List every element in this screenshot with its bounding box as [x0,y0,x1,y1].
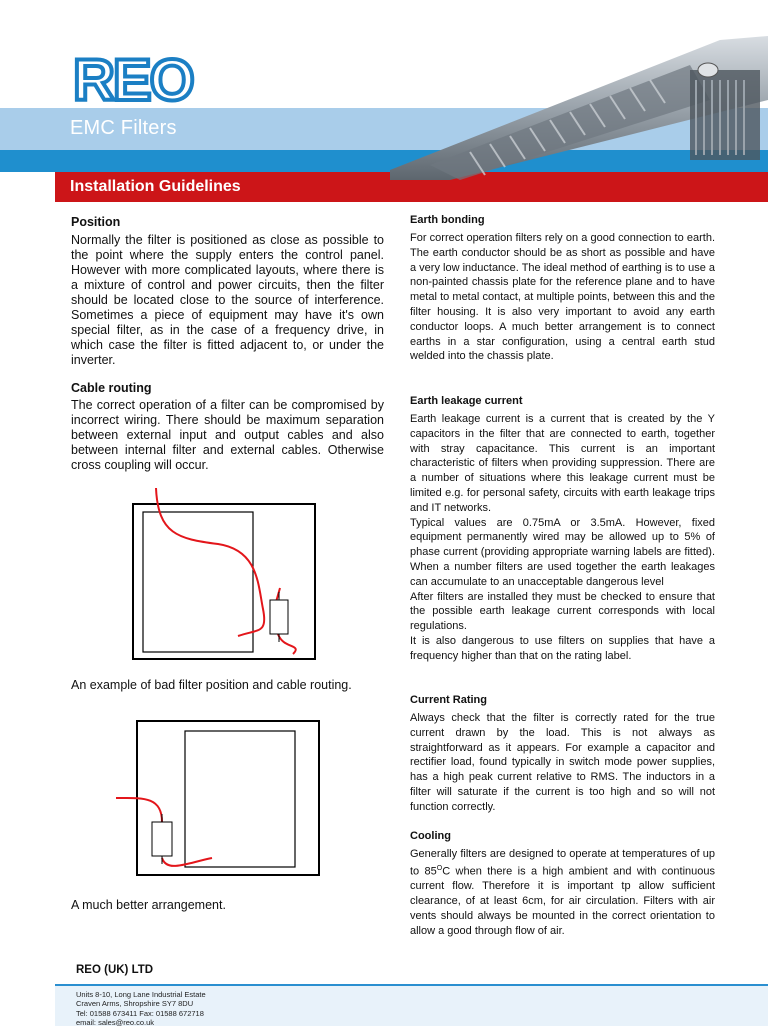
filter-product-image [390,30,768,180]
earth-leakage-p4: It is also dangerous to use filters on supplies that have a frequency higher than that on the rating label. [410,634,715,662]
cooling-heading: Cooling [410,830,451,842]
address-line-3: Tel: 01588 673411 Fax: 01588 672718 [76,1008,204,1018]
logo-text: REO [73,52,193,106]
earth-bonding-heading: Earth bonding [410,214,485,226]
earth-leakage-heading: Earth leakage current [410,395,523,407]
address-line-1: Units 8-10, Long Lane Industrial Estate [76,990,206,999]
position-heading: Position [71,215,121,229]
good-arrangement-diagram [112,718,322,878]
earth-leakage-p1: Earth leakage current is a current that is created by the Y capacitors in the filter that are connected to earth, together with stray capacitance. This current is an important characteristic of filters when providing suppression. There are a number of situations where this leakage current must be limited e.g. for personal safety, circuits with earth leakage trips and IT networks. [410,413,715,514]
caption-good: A much better arrangement. [71,898,226,912]
cooling-body-pre: Generally filters are designed to operate at temperatures of up to 85 [410,848,715,878]
cooling-degree-sup: O [436,864,443,872]
earth-leakage-body [410,412,715,664]
earth-bonding-body: For correct operation filters rely on a good connection to earth. The earth conductor should be as short as possible and have a very low inductance. The ideal method of earthing is to use a non-painted chassis plate for the reference plane and to have metal to metal contact, at multiple points, between this and the filter housing. It is also very important to avoid any earth conductor loops. A much better arrangement is to connect earths in a star configuration, using a central earth stud welded into the chassis plate. [410,232,715,363]
page-title: Installation Guidelines [70,178,241,195]
address-line-4: email: sales@reo.co.uk [76,1018,155,1028]
brand-tagline: EMC Filters [70,117,177,139]
bad-arrangement-diagram [118,484,328,664]
address-line-2: Craven Arms, Shropshire SY7 8DU [76,999,194,1009]
reo-logo [73,52,203,106]
cooling-body-post: C when there is a high ambient and with continuous current flow. Therefore it is important tp allow sufficient clearance, of at least 6cm, for air circulation. Filters with air vents should always be mounted in the correct orientation to allow a good through flow of air. [410,865,715,937]
current-rating-heading: Current Rating [410,694,487,706]
cable-routing-body: The correct operation of a filter can be compromised by incorrect wiring. There should be maximum separation between external input and output cables and also between internal filter and external cables. Otherwise cross coupling will occur. [71,398,384,472]
footer-address [76,990,206,1028]
company-name: REO (UK) LTD [76,964,154,976]
earth-leakage-p3: After filters are installed they must be checked to ensure that the possible earth leakage current corresponds with local regulations. [410,590,715,633]
earth-leakage-p2: Typical values are 0.75mA or 3.5mA. However, fixed equipment permanently wired may be allowed up to 5% of phase current (providing appropriate warning labels are fitted). When a number filters are used together the earth leakages can accumulate to an unacceptable dangerous level [410,516,715,588]
position-body: Normally the filter is positioned as close as possible to the point where the supply enters the control panel. However with more complicated layouts, where there is a mixture of control and power circuits, then the filter should be located close to the source of interference. Sometimes a piece of equipment may have it's own special filter, as in the case of a frequency drive, in which case the filter is fitted adjacent to, or under the inverter. [71,233,384,367]
cable-routing-heading: Cable routing [71,381,152,395]
cooling-body [410,847,715,938]
caption-bad: An example of bad filter position and cable routing. [71,678,352,692]
current-rating-body: Always check that the filter is correctly rated for the true current drawn by the load. This is not always as straightforward as it appears. For example a capacitor and rectifier load, found typically in switch mode power supplies, has a high peak current relative to RMS. The inductors in a filter will saturate if the current is too high and so will not function correctly. [410,712,715,813]
